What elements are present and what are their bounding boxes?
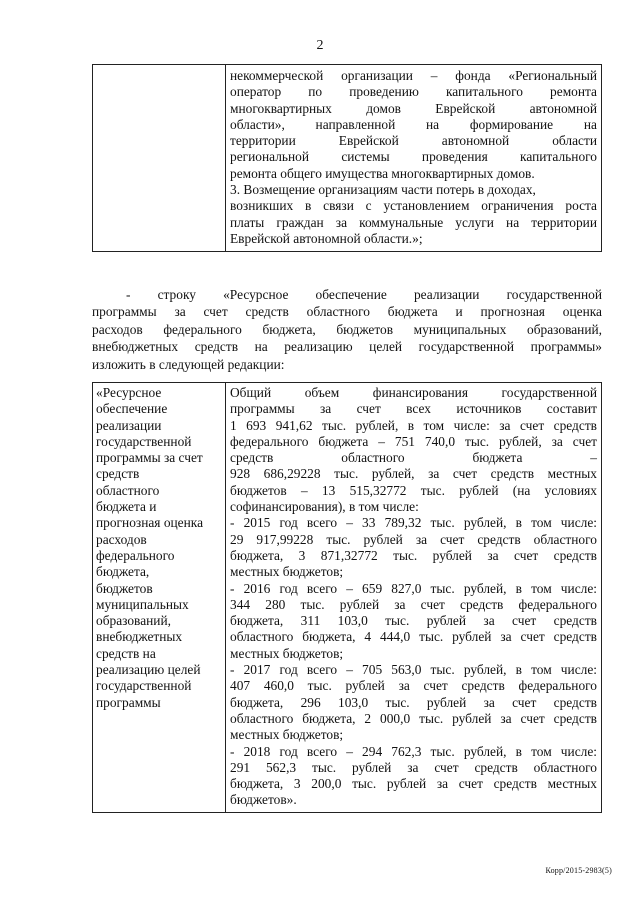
table2-right-line: средств областного бюджета –	[230, 450, 597, 466]
table2-left-line: федерального	[96, 547, 175, 563]
table2-left-line: обеспечение	[96, 401, 168, 417]
table2-left-line: внебюджетных	[96, 629, 183, 645]
page-number: 2	[316, 38, 324, 53]
paragraph-line: внебюджетных средств на реализацию целей государственной программы»	[92, 339, 602, 355]
table2-right-line: - 2018 год всего – 294 762,3 тыс. рублей, в том числе:	[230, 743, 597, 759]
table1-line: Еврейской автономной области.»;	[230, 230, 423, 246]
resource-table	[92, 382, 602, 813]
table1-line: оператор по проведению капитального ремонта	[230, 84, 597, 100]
table2-right-line: - 2015 год всего – 33 789,32 тыс. рублей, в том числе:	[230, 515, 597, 531]
resource-table-right-cell	[226, 383, 602, 813]
table2-left-line: расходов	[96, 531, 147, 547]
table2-right-line: 29 917,99228 тыс. рублей за счет средств областного	[230, 531, 597, 547]
table2-right-line: 407 460,0 тыс. рублей за счет средств федерального	[230, 678, 597, 694]
table2-right-line: софинансирования), в том числе:	[230, 499, 419, 515]
table1-line: региональной системы проведения капитального	[230, 149, 597, 165]
table2-left-line: областного	[96, 482, 160, 498]
table2-right-line: 928 686,29228 тыс. рублей, за счет средств местных	[230, 466, 597, 482]
table2-right-line: местных бюджетов;	[230, 727, 344, 743]
table2-right-line: местных бюджетов;	[230, 564, 344, 580]
table2-right-line: бюджета, 311 103,0 тыс. рублей за счет средств	[230, 613, 597, 629]
table2-right-line: - 2016 год всего – 659 827,0 тыс. рублей, в том числе:	[230, 580, 597, 596]
table2-left-line: программы за счет	[96, 450, 203, 466]
paragraph-line: изложить в следующей редакции:	[92, 356, 285, 372]
resource-table-left-cell	[93, 383, 226, 813]
paragraph-line: расходов федерального бюджета, бюджетов муниципальных образований,	[92, 321, 602, 337]
table1-line: территории Еврейской автономной области	[230, 133, 597, 149]
table2-left-line: прогнозная оценка	[96, 515, 204, 531]
table2-left-line: бюджета,	[96, 564, 150, 580]
table1-line: области», направленной на формирование на	[230, 116, 597, 132]
table2-right-line: бюджета, 3 871,32772 тыс. рублей за счет средств	[230, 547, 597, 563]
table2-left-line: бюджетов	[96, 580, 153, 596]
table2-left-line: средств	[96, 466, 140, 482]
table2-right-line: бюджетов».	[230, 792, 297, 808]
table1-line: некоммерческой организации – фонда «Региональный	[230, 68, 597, 83]
paragraph-line: программы за счет средств областного бюджета и прогнозная оценка	[92, 304, 602, 320]
table2-left-line: реализацию целей	[96, 662, 201, 678]
table2-right-line: Общий объем финансирования государственной	[230, 385, 597, 400]
table2-left-line: программы	[96, 694, 161, 710]
table2-left-line: реализации	[96, 417, 162, 433]
table2-right-line: областного бюджета, 4 444,0 тыс. рублей за счет средств	[230, 629, 597, 645]
table2-right-line: 291 562,3 тыс. рублей за счет средств областного	[230, 759, 597, 775]
continuation-table-left-cell	[93, 65, 226, 252]
table2-right-line: местных бюджетов;	[230, 645, 344, 661]
table2-right-line: 1 693 941,62 тыс. рублей, в том числе: за счет средств	[230, 417, 597, 433]
table2-left-line: образований,	[96, 613, 171, 629]
table1-line: многоквартирных домов Еврейской автономной	[230, 100, 597, 116]
table1-line: ремонта общего имущества многоквартирных домов.	[230, 165, 535, 181]
amendment-paragraph	[92, 286, 602, 373]
table2-right-line: бюджетов – 13 515,32772 тыс. рублей (на условиях	[230, 482, 597, 498]
paragraph-line: - строку «Ресурсное обеспечение реализации государственной	[126, 287, 602, 302]
table1-line: платы граждан за коммунальные услуги на территории	[230, 214, 597, 230]
document-reference-code: Корр/2015-2983(5)	[545, 866, 612, 875]
table2-right-line: областного бюджета, 2 000,0 тыс. рублей за счет средств	[230, 710, 597, 726]
table2-left-line: бюджета и	[96, 499, 157, 515]
continuation-table	[92, 64, 602, 252]
table2-left-line: средств на	[96, 645, 156, 661]
table2-right-line: федерального бюджета – 751 740,0 тыс. рублей, за счет	[230, 433, 597, 449]
continuation-table-right-cell	[226, 65, 602, 252]
table2-right-line: бюджета, 3 200,0 тыс. рублей за счет средств местных	[230, 776, 597, 792]
table2-right-line: - 2017 год всего – 705 563,0 тыс. рублей, в том числе:	[230, 662, 597, 678]
table2-right-line: бюджета, 296 103,0 тыс. рублей за счет средств	[230, 694, 597, 710]
table2-left-line: «Ресурсное	[96, 385, 162, 400]
table2-left-line: государственной	[96, 678, 192, 694]
table2-right-line: программы за счет всех источников составит	[230, 401, 597, 417]
table2-left-line: муниципальных	[96, 596, 189, 612]
table1-line: 3. Возмещение организациям части потерь в доходах,	[230, 182, 536, 198]
table2-left-line: государственной	[96, 433, 192, 449]
table1-line: возникших в связи с установлением ограничения роста	[230, 198, 597, 214]
table2-right-line: 344 280 тыс. рублей за счет средств федерального	[230, 596, 597, 612]
